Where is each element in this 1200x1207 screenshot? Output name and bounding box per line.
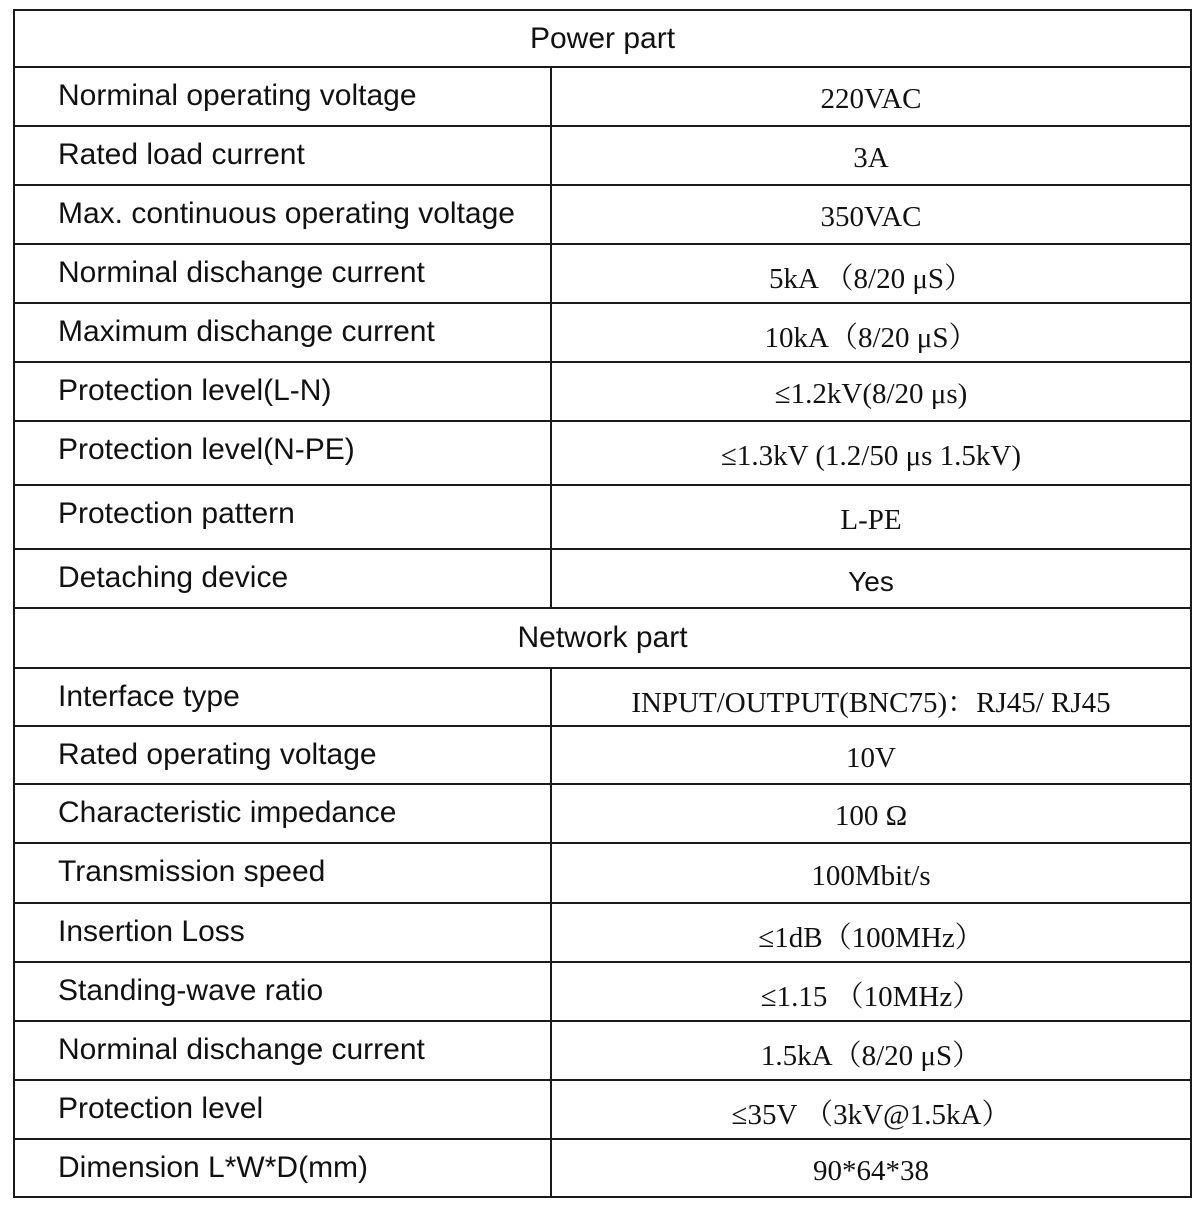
spec-label: Norminal operating voltage — [14, 67, 551, 126]
spec-label: Insertion Loss — [14, 903, 551, 962]
spec-label: Protection level(L-N) — [14, 362, 551, 421]
table-row — [14, 421, 1191, 485]
spec-value: 1.5kA（8/20 μS） — [551, 1021, 1191, 1080]
table-row — [14, 1080, 1191, 1139]
table-row — [14, 303, 1191, 362]
spec-value: ≤1.2kV(8/20 μs) — [551, 362, 1191, 421]
table-row — [14, 668, 1191, 726]
table-row — [14, 362, 1191, 421]
spec-value: 220VAC — [551, 67, 1191, 126]
spec-value: L-PE — [551, 485, 1191, 549]
power-section-title: Power part — [14, 10, 1191, 67]
spec-label: Rated load current — [14, 126, 551, 185]
table-row — [14, 726, 1191, 784]
table-row — [14, 784, 1191, 843]
spec-label: Rated operating voltage — [14, 726, 551, 784]
table-row — [14, 549, 1191, 608]
spec-value: ≤1.3kV (1.2/50 μs 1.5kV) — [551, 421, 1191, 485]
spec-value: INPUT/OUTPUT(BNC75)：RJ45/ RJ45 — [551, 668, 1191, 726]
spec-label: Protection level(N-PE) — [14, 421, 551, 485]
table-row — [14, 1139, 1191, 1197]
spec-value: 100Mbit/s — [551, 843, 1191, 903]
table-row — [14, 485, 1191, 549]
table-row — [14, 843, 1191, 903]
spec-table — [13, 9, 1192, 1198]
spec-label: Standing-wave ratio — [14, 962, 551, 1021]
network-section-header — [14, 608, 1191, 668]
spec-value: 90*64*38 — [551, 1139, 1191, 1197]
table-row — [14, 244, 1191, 303]
spec-label: Norminal dischange current — [14, 244, 551, 303]
table-row — [14, 185, 1191, 244]
spec-value: 100 Ω — [551, 784, 1191, 843]
spec-value: 10V — [551, 726, 1191, 784]
spec-label: Dimension L*W*D(mm) — [14, 1139, 551, 1197]
spec-value: ≤35V （3kV@1.5kA） — [551, 1080, 1191, 1139]
spec-label: Interface type — [14, 668, 551, 726]
spec-label: Protection level — [14, 1080, 551, 1139]
spec-label: Characteristic impedance — [14, 784, 551, 843]
table-row — [14, 962, 1191, 1021]
spec-label: Maximum dischange current — [14, 303, 551, 362]
spec-value: 3A — [551, 126, 1191, 185]
spec-value: 10kA（8/20 μS） — [551, 303, 1191, 362]
spec-label: Detaching device — [14, 549, 551, 608]
table-row — [14, 126, 1191, 185]
table-row — [14, 903, 1191, 962]
power-section-header — [14, 10, 1191, 67]
spec-value: 5kA （8/20 μS） — [551, 244, 1191, 303]
spec-value: Yes — [551, 549, 1191, 608]
table-row — [14, 67, 1191, 126]
spec-label: Transmission speed — [14, 843, 551, 903]
spec-value: ≤1.15 （10MHz） — [551, 962, 1191, 1021]
spec-value: 350VAC — [551, 185, 1191, 244]
spec-value: ≤1dB（100MHz） — [551, 903, 1191, 962]
table-row — [14, 1021, 1191, 1080]
spec-label: Protection pattern — [14, 485, 551, 549]
network-section-title: Network part — [14, 608, 1191, 668]
spec-label: Max. continuous operating voltage — [14, 185, 551, 244]
spec-label: Norminal dischange current — [14, 1021, 551, 1080]
